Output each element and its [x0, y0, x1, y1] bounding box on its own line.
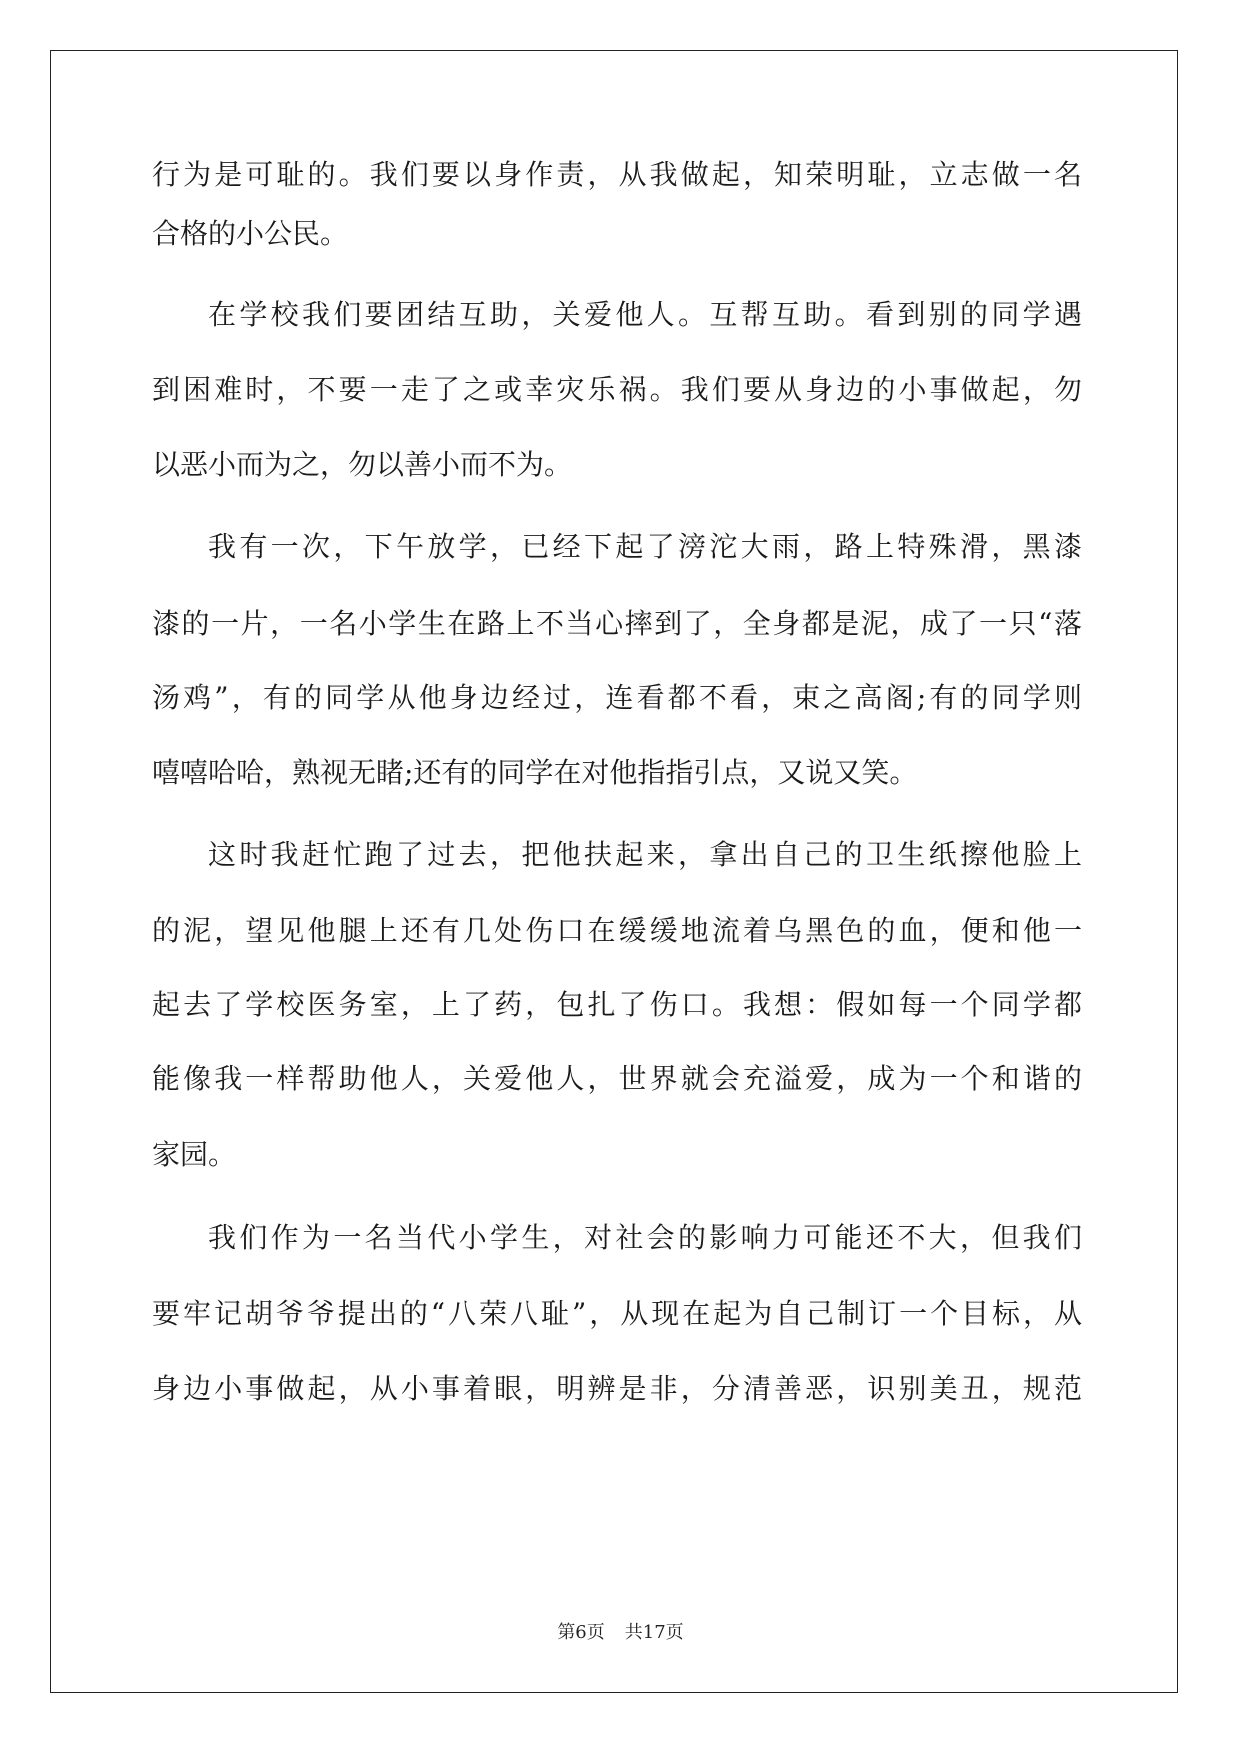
text-line: 到困难时，不要一走了之或幸灾乐祸。我们要从身边的小事做起，勿 — [152, 375, 1082, 405]
text-line: 行为是可耻的。我们要以身作责，从我做起，知荣明耻，立志做一名 — [152, 160, 1082, 190]
text-line: 起去了学校医务室，上了药，包扎了伤口。我想：假如每一个同学都 — [152, 990, 1082, 1020]
paragraph-first-line: 这时我赶忙跑了过去，把他扶起来，拿出自己的卫生纸擦他脸上 — [208, 840, 1082, 870]
text-line: 要牢记胡爷爷提出的“八荣八耻”，从现在起为自己制订一个目标，从 — [152, 1299, 1082, 1329]
text-line: 的泥，望见他腿上还有几处伤口在缓缓地流着乌黑色的血，便和他一 — [152, 916, 1082, 946]
text-line: 嘻嘻哈哈，熟视无睹;还有的同学在对他指指引点，又说又笑。 — [152, 758, 918, 788]
text-line: 漆的一片，一名小学生在路上不当心摔到了，全身都是泥，成了一只“落 — [152, 609, 1082, 639]
text-line: 合格的小公民。 — [152, 219, 349, 249]
text-line: 汤鸡”，有的同学从他身边经过，连看都不看，束之高阁;有的同学则 — [152, 683, 1082, 713]
paragraph-first-line: 我们作为一名当代小学生，对社会的影响力可能还不大，但我们 — [208, 1223, 1082, 1253]
page-border — [50, 50, 1178, 1693]
paragraph-first-line: 我有一次，下午放学，已经下起了滂沱大雨，路上特殊滑，黑漆 — [208, 532, 1082, 562]
page-number: 第6页 — [557, 1622, 605, 1643]
text-line: 能像我一样帮助他人，关爱他人，世界就会充溢爱，成为一个和谐的 — [152, 1064, 1082, 1094]
text-line: 身边小事做起，从小事着眼，明辨是非，分清善恶，识别美丑，规范 — [152, 1374, 1082, 1404]
text-line: 家园。 — [152, 1140, 237, 1170]
text-line: 以恶小而为之，勿以善小而不为。 — [152, 450, 573, 480]
page-footer — [0, 1618, 1241, 1644]
paragraph-first-line: 在学校我们要团结互助，关爱他人。互帮互助。看到别的同学遇 — [208, 300, 1082, 330]
page-total: 共17页 — [624, 1622, 684, 1643]
